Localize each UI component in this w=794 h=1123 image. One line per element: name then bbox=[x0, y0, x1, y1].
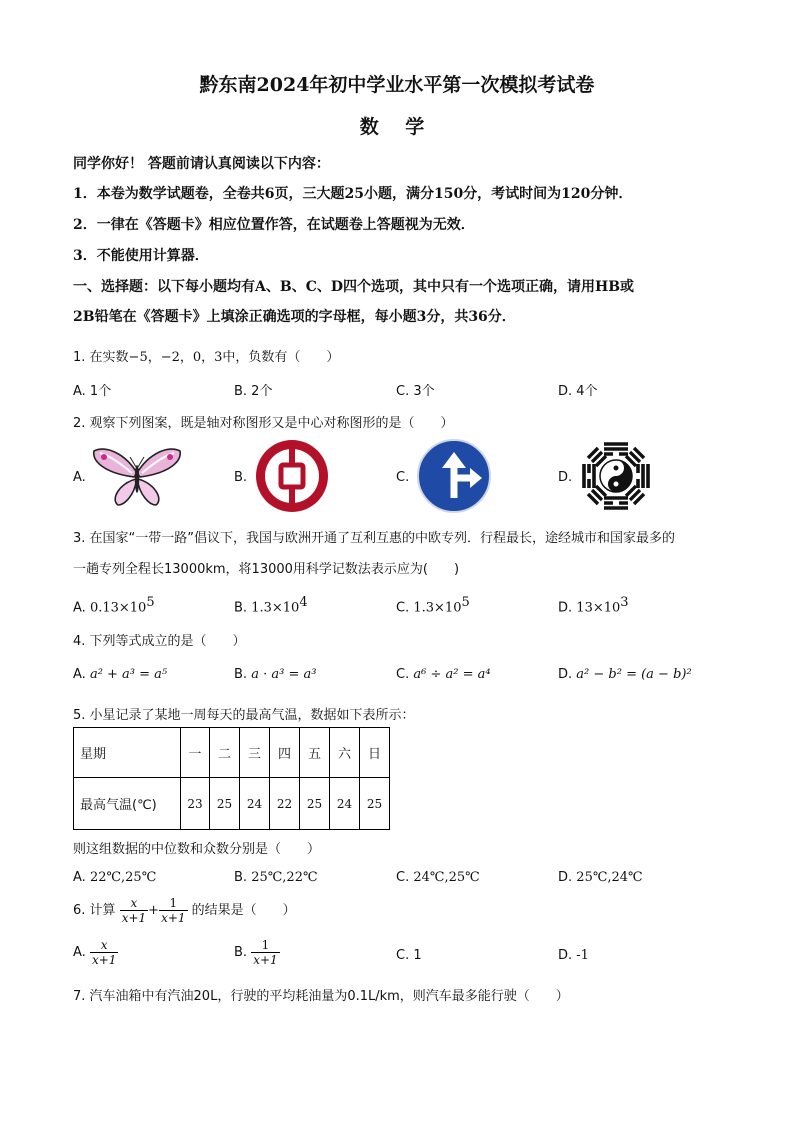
q3-label-a: A. bbox=[73, 600, 86, 616]
q4-answer-c: a⁶ ÷ a² = a⁴ bbox=[413, 667, 491, 682]
q6-label-d: D. bbox=[558, 948, 577, 963]
q3-exp-d: 3 bbox=[620, 595, 629, 610]
q1-option-d: D. 4个 bbox=[558, 384, 598, 399]
q6-f1-num: x bbox=[130, 896, 138, 910]
table-temp: 25 bbox=[210, 778, 240, 830]
q4-label-d: D. bbox=[558, 667, 573, 682]
q4-label-c: C. bbox=[396, 667, 410, 682]
q3-label-c: C. bbox=[396, 600, 410, 616]
q3-exp-c: 5 bbox=[461, 595, 470, 610]
q1-numbers: −5，−2，0，3 bbox=[128, 350, 223, 365]
q3-option-c bbox=[396, 595, 470, 615]
q3-exp-b: 4 bbox=[299, 595, 308, 610]
table-header-label: 星期 bbox=[74, 728, 181, 778]
q5-option-d bbox=[558, 870, 643, 885]
q5-label-b: B. bbox=[234, 870, 248, 885]
q5-option-b bbox=[234, 870, 318, 885]
q6-answer-d: -1 bbox=[576, 948, 589, 963]
rule-3: 3．不能使用计算器． bbox=[73, 248, 209, 264]
q3-answer-c: 1.3×10 bbox=[413, 600, 462, 616]
q3-stem-line2: 一趟专列全程长13000km，将13000用科学记数法表示应为( ) bbox=[73, 562, 460, 577]
q6-optA-num: x bbox=[100, 938, 108, 952]
q3-answer-a: 0.13×10 bbox=[89, 600, 147, 616]
exam-subject: 数 学 bbox=[359, 116, 435, 138]
q3-option-b bbox=[234, 595, 308, 615]
q4-stem: 4. 下列等式成立的是（ ） bbox=[73, 634, 246, 649]
q6-stem-a: 6. 计算 bbox=[73, 903, 116, 918]
q1-option-c: C. 3个 bbox=[396, 384, 435, 399]
q3-exp-a: 5 bbox=[146, 595, 155, 610]
q2-stem: 2. 观察下列图案，既是轴对称图形又是中心对称图形的是（ ） bbox=[73, 416, 454, 431]
q3-answer-b: 1.3×10 bbox=[251, 600, 300, 616]
q6-option-a bbox=[73, 938, 118, 967]
q6-optB-den: x+1 bbox=[253, 953, 278, 967]
q4-option-d bbox=[558, 667, 692, 682]
q7-stem: 7. 汽车油箱中有汽油20L，行驶的平均耗油量为0.1L/km，则汽车最多能行驶（ ） bbox=[73, 989, 569, 1004]
bagua-icon bbox=[580, 440, 652, 512]
q6-f2-den: x+1 bbox=[161, 911, 186, 925]
table-day: 六 bbox=[330, 728, 360, 778]
table-day: 二 bbox=[210, 728, 240, 778]
q5-label-d: D. bbox=[558, 870, 573, 885]
q6-option-d bbox=[558, 948, 589, 963]
temperature-table bbox=[73, 727, 390, 830]
table-row-label: 最高气温(℃) bbox=[74, 778, 181, 830]
q6-fraction-1 bbox=[120, 896, 148, 925]
table-temp: 22 bbox=[270, 778, 300, 830]
q3-stem-line1: 3. 在国家“一带一路”倡议下，我国与欧洲开通了互利互惠的中欧专列．行程最长，途经城市和国家最多的 bbox=[73, 531, 676, 546]
greeting: 同学你好！ 答题前请认真阅读以下内容： bbox=[73, 156, 330, 172]
q2-label-a: A. bbox=[73, 470, 86, 485]
q5-question: 则这组数据的中位数和众数分别是（ ） bbox=[73, 842, 321, 857]
q5-answer-a: 22℃,25℃ bbox=[89, 870, 157, 885]
q6-stem-b: 的结果是（ ） bbox=[191, 903, 296, 918]
q3-label-d: D. bbox=[558, 600, 573, 616]
q5-option-c bbox=[396, 870, 480, 885]
section1-line1: 一、选择题：以下每小题均有A、B、C、D四个选项，其中只有一个选项正确，请用HB或 bbox=[73, 279, 635, 295]
table-day: 日 bbox=[360, 728, 390, 778]
butterfly-icon bbox=[90, 443, 184, 509]
q5-label-a: A. bbox=[73, 870, 86, 885]
q1-stem-a: 1. 在实数 bbox=[73, 350, 129, 365]
q3-label-b: B. bbox=[234, 600, 248, 616]
q6-stem bbox=[73, 896, 296, 925]
q4-label-a: A. bbox=[73, 667, 86, 682]
q4-option-c bbox=[396, 667, 491, 682]
rule-1: 1．本卷为数学试题卷，全卷共6页，三大题25小题，满分150分，考试时间为120分钟． bbox=[73, 186, 633, 202]
rule-2: 2．一律在《答题卡》相应位置作答，在试题卷上答题视为无效． bbox=[73, 217, 475, 233]
q1-option-a: A. 1个 bbox=[73, 384, 112, 399]
q6-optB-num: 1 bbox=[261, 938, 270, 952]
table-temp: 25 bbox=[360, 778, 390, 830]
table-row-temps bbox=[74, 778, 390, 830]
q6-label-a: A. bbox=[73, 945, 86, 960]
q5-answer-b: 25℃,22℃ bbox=[251, 870, 318, 885]
q4-answer-b: a · a³ = a³ bbox=[251, 667, 317, 682]
q4-answer-a: a² + a³ = a⁵ bbox=[89, 667, 168, 682]
q1-stem bbox=[73, 346, 339, 365]
q6-option-c: C. 1 bbox=[396, 948, 422, 963]
table-day: 四 bbox=[270, 728, 300, 778]
q6-label-b: B. bbox=[234, 945, 248, 960]
table-day: 三 bbox=[240, 728, 270, 778]
table-temp: 24 bbox=[240, 778, 270, 830]
table-temp: 23 bbox=[181, 778, 210, 830]
q6-option-b bbox=[234, 938, 280, 967]
section1-line2: 2B铅笔在《答题卡》上填涂正确选项的字母框，每小题3分，共36分． bbox=[73, 309, 516, 325]
table-day: 五 bbox=[300, 728, 330, 778]
q2-label-d: D. bbox=[558, 470, 573, 485]
q6-f2-num: 1 bbox=[169, 896, 178, 910]
q5-option-a bbox=[73, 870, 156, 885]
q6-optA-den: x+1 bbox=[91, 953, 117, 967]
q6-option-b-frac bbox=[251, 938, 279, 967]
q1-option-b: B. 2个 bbox=[234, 384, 273, 399]
q6-fraction-2 bbox=[159, 896, 187, 925]
q5-label-c: C. bbox=[396, 870, 410, 885]
q3-answer-d: 13×10 bbox=[576, 600, 621, 616]
q6-option-a-frac bbox=[90, 938, 118, 967]
q3-option-d bbox=[558, 595, 629, 615]
q3-option-a bbox=[73, 595, 155, 615]
table-day: 一 bbox=[181, 728, 210, 778]
q6-plus: + bbox=[148, 903, 160, 918]
exam-title: 黔东南2024年初中学业水平第一次模拟考试卷 bbox=[199, 74, 595, 96]
q6-f1-den: x+1 bbox=[121, 911, 147, 925]
traffic-sign-icon bbox=[416, 438, 492, 514]
q1-stem-b: 中，负数有（ ） bbox=[222, 350, 340, 365]
q5-stem: 5. 小星记录了某地一周每天的最高气温，数据如下表所示： bbox=[73, 708, 415, 723]
q4-answer-d: a² − b² = (a − b)² bbox=[576, 667, 692, 682]
table-temp: 24 bbox=[330, 778, 360, 830]
q2-label-c: C. bbox=[396, 470, 410, 485]
q4-label-b: B. bbox=[234, 667, 248, 682]
q5-answer-c: 24℃,25℃ bbox=[413, 870, 480, 885]
q4-option-b bbox=[234, 667, 316, 682]
q5-answer-d: 25℃,24℃ bbox=[576, 870, 643, 885]
table-temp: 25 bbox=[300, 778, 330, 830]
q4-option-a bbox=[73, 667, 167, 682]
bank-logo-icon bbox=[253, 438, 331, 514]
table-row-days bbox=[74, 728, 390, 778]
q2-label-b: B. bbox=[234, 470, 248, 485]
